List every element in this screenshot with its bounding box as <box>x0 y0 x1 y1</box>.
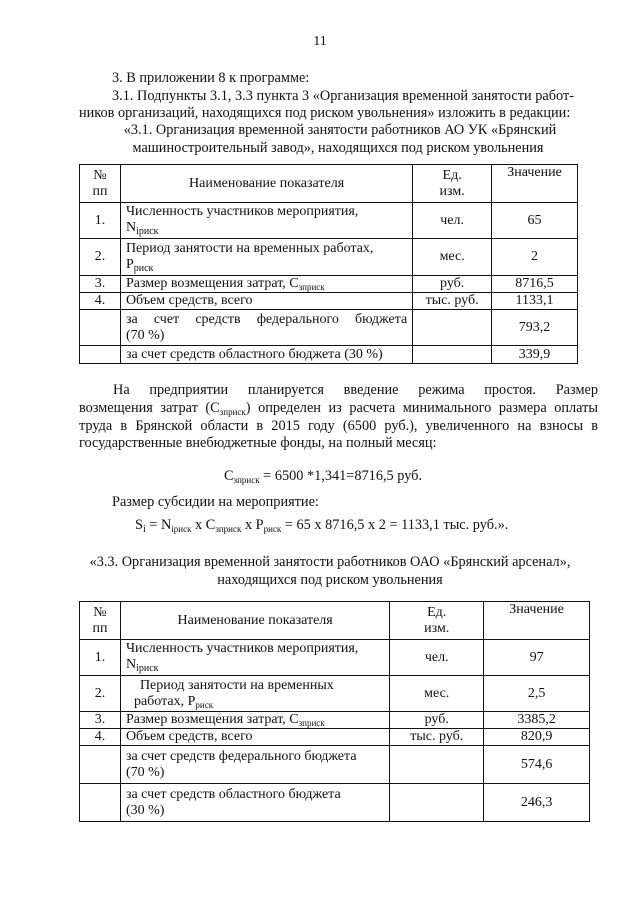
intro-line-2: 3.1. Подпункты 3.1, 3.3 пункта 3 «Организация временной занятости работ- <box>112 88 574 104</box>
table-row <box>80 729 590 746</box>
row-value: 339,9 <box>492 346 578 364</box>
table-row <box>80 346 578 364</box>
row-name: Размер возмещения затрат, $C_{зприск}$ <box>120 712 389 729</box>
row-name: Объем средств, всего <box>120 293 412 310</box>
row-unit: руб. <box>390 712 484 729</box>
row-name: за счет средств федерального бюджета (70 %) <box>120 310 412 346</box>
row-value: 3385,2 <box>484 712 590 729</box>
formula-subsidy: $S_i = N_{iриск}$ x $C_{зприск}$ x $P_{риск} = 65$ x 8716,5 x 2 = 1133,1 тыс. руб.». <box>135 517 509 535</box>
row-value: 8716,5 <box>492 276 578 293</box>
row-unit: тыс. руб. <box>390 729 484 746</box>
row-name: Период занятости на временных работах, $P_{риск}$ <box>120 676 389 712</box>
table-row <box>80 676 590 712</box>
section-title-2-line-2: находящихся под риском увольнения <box>217 572 443 588</box>
formula-cost: $C_{зприск} = 6500$ *1,341=8716,5 руб. <box>224 468 423 485</box>
row-unit: руб. <box>413 276 492 293</box>
row-value: 2,5 <box>484 676 590 712</box>
header-unit: Ед. изм. <box>413 165 492 203</box>
row-num: 1. <box>80 640 121 676</box>
row-unit: тыс. руб. <box>413 293 492 310</box>
table-row <box>80 746 590 784</box>
row-name: за счет средств областного бюджета (30 %) <box>120 346 412 364</box>
row-value: 246,3 <box>484 784 590 822</box>
section-title-1-line-1: «3.1. Организация временной занятости работников АО УК «Брянский <box>123 122 557 138</box>
row-name: Объем средств, всего <box>120 729 389 746</box>
row-value: 97 <box>484 640 590 676</box>
table-row <box>80 784 590 822</box>
row-num: 4. <box>80 293 121 310</box>
table-row <box>80 276 578 293</box>
table-row <box>80 203 578 239</box>
section-title-1-line-2: машиностроительный завод», находящихся под риском увольнения <box>132 140 544 156</box>
row-value: 1133,1 <box>492 293 578 310</box>
header-name: Наименование показателя <box>120 602 389 640</box>
row-name: за счет средств областного бюджета (30 %) <box>120 784 389 822</box>
page-number: 11 <box>313 34 327 49</box>
row-value: 2 <box>492 239 578 276</box>
intro-line-3: ников организаций, находящихся под риском увольнения» изложить в редакции: <box>79 105 571 121</box>
row-name: Численность участников мероприятия, $N_{iриск}$ <box>120 640 389 676</box>
subsidy-label: Размер субсидии на мероприятие: <box>112 494 319 510</box>
paragraph-line-3: труда в Брянской области в 2015 году (6500 руб.), увеличенного на взносы в <box>79 418 598 434</box>
row-name: за счет средств федерального бюджета (70 %) <box>120 746 389 784</box>
row-value: 793,2 <box>492 310 578 346</box>
table-row <box>80 640 590 676</box>
row-num: 1. <box>80 203 121 239</box>
row-num: 4. <box>80 729 121 746</box>
header-unit: Ед. изм. <box>390 602 484 640</box>
paragraph-line-1: На предприятии планируется введение режима простоя. Размер <box>113 382 598 398</box>
paragraph-line-2: возмещения затрат $(C_{зприск})$ определен из расчета минимального размера оплаты <box>79 400 598 417</box>
row-name: Размер возмещения затрат, $C_{зприск}$ <box>120 276 412 293</box>
table-row <box>80 293 578 310</box>
table-row <box>80 239 578 276</box>
indicator-table-1 <box>79 164 578 364</box>
header-name: Наименование показателя <box>120 165 412 203</box>
row-value: 574,6 <box>484 746 590 784</box>
row-value: 820,9 <box>484 729 590 746</box>
intro-line-1: 3. В приложении 8 к программе: <box>112 70 310 86</box>
row-num: 3. <box>80 712 121 729</box>
table-header-row <box>80 602 590 640</box>
row-num: 2. <box>80 676 121 712</box>
table-header-row <box>80 165 578 203</box>
table-row <box>80 310 578 346</box>
header-value: Значение <box>492 165 578 203</box>
row-unit: мес. <box>390 676 484 712</box>
indicator-table-2 <box>79 601 590 822</box>
section-title-2-line-1: «3.3. Организация временной занятости работников ОАО «Брянский арсенал», <box>89 554 571 570</box>
row-name: Период занятости на временных работах, $P_{риск}$ <box>120 239 412 276</box>
row-unit: чел. <box>413 203 492 239</box>
row-unit: мес. <box>413 239 492 276</box>
row-unit: чел. <box>390 640 484 676</box>
header-num: № пп <box>80 602 121 640</box>
row-name: Численность участников мероприятия, $N_{iриск}$ <box>120 203 412 239</box>
table-row <box>80 712 590 729</box>
header-num: № пп <box>80 165 121 203</box>
paragraph-line-4: государственные внебюджетные фонды, на полный месяц: <box>79 435 437 451</box>
row-num: 3. <box>80 276 121 293</box>
row-value: 65 <box>492 203 578 239</box>
header-value: Значение <box>484 602 590 640</box>
row-num: 2. <box>80 239 121 276</box>
